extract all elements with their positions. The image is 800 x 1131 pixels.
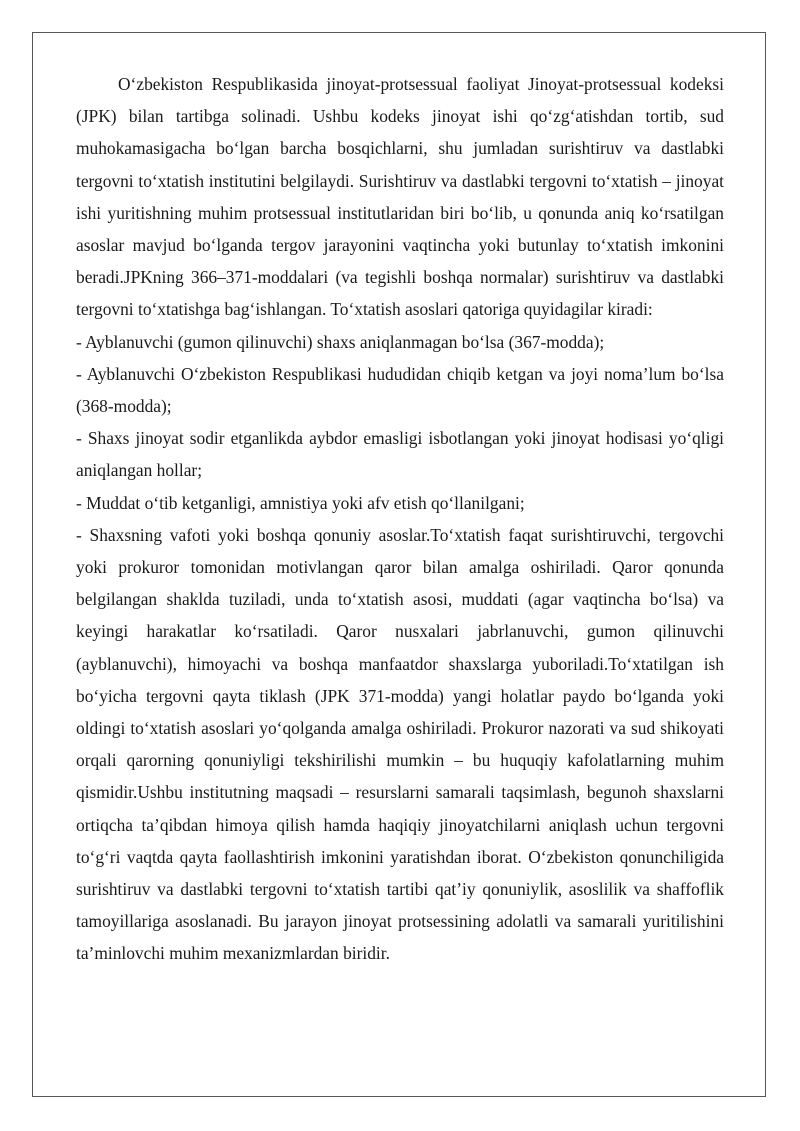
list-item-not-guilty: - Shaxs jinoyat sodir etganlikda aybdor emasligi isbotlangan yoki jinoyat hodisasi yo‘qligi aniqlangan hollar;	[76, 428, 724, 481]
paragraph-conclusion: - Shaxsning vafoti yoki boshqa qonuniy asoslar.To‘xtatish faqat surishtiruvchi, tergovchi yoki prokuror tomonidan motivlangan qaror bilan amalga oshiriladi. Qaror qonunda belgilangan shaklda tuziladi, unda to‘xtatish asosi, muddati (agar vaqtincha bo‘lsa) va keyingi harakatlar ko‘rsatiladi. Qaror nusxalari jabrlanuvchi, gumon qilinuvchi (ayblanuvchi), himoyachi va boshqa manfaatdor shaxslarga yuboriladi.To‘xtatilgan ish bo‘yicha tergovni qayta tiklash (JPK 371-modda) yangi holatlar paydo bo‘lganda yoki oldingi to‘xtatish asoslari yo‘qolganda amalga oshiriladi. Prokuror nazorati va sud shikoyati orqali qarorning qonuniyligi tekshirilishi mumkin – bu huquqiy kafolatlarning muhim qismidir.Ushbu institutning maqsadi – resurslarni samarali taqsimlash, begunoh shaxslarni ortiqcha ta’qibdan himoya qilish hamda haqiqiy jinoyatchilarni aniqlash uchun tergovni to‘g‘ri vaqtda qayta faollashtirish imkonini yaratishdan iborat. O‘zbekiston qonunchiligida surishtiruv va dastlabki tergovni to‘xtatish tartibi qat’iy qonuniylik, asoslilik va shaffoflik tamoyillariga asoslanadi. Bu jarayon jinoyat protsessining adolatli va samarali yuritilishini ta’minlovchi muhim mexanizmlardan biridir.	[76, 524, 724, 964]
list-item-suspect-unidentified: - Ayblanuvchi (gumon qilinuvchi) shaxs aniqlanmagan bo‘lsa (367-modda);	[76, 331, 605, 352]
list-item-term-expired: - Muddat o‘tib ketganligi, amnistiya yoki afv etish qo‘llanilgani;	[76, 492, 525, 513]
list-item-left-country: - Ayblanuvchi O‘zbekiston Respublikasi hududidan chiqib ketgan va joyi noma’lum bo‘lsa (368-modda);	[76, 363, 724, 417]
paragraph-intro: O‘zbekiston Respublikasida jinoyat-protsessual faoliyat Jinoyat-protsessual kodeksi (JPK) bilan tartibga solinadi. Ushbu kodeks jinoyat ishi qo‘zg‘atishdan tortib, sud muhokamasigacha bo‘lgan barcha bosqichlarni, shu jumladan surishtiruv va dastlabki tergovni to‘xtatish institutini belgilaydi. Surishtiruv va dastlabki tergovni to‘xtatish – jinoyat ishi yuritishning muhim protsessual institutlaridan biri bo‘lib, u qonunda aniq ko‘rsatilgan asoslar mavjud bo‘lganda tergov jarayonini vaqtincha yoki butunlay to‘xtatish imkonini beradi.JPKning 366–371-moddalari (va tegishli boshqa normalar) surishtiruv va dastlabki tergovni to‘xtatishga bag‘ishlangan. To‘xtatish asoslari qatoriga quyidagilar kiradi:	[76, 74, 724, 320]
document-body	[76, 68, 724, 970]
